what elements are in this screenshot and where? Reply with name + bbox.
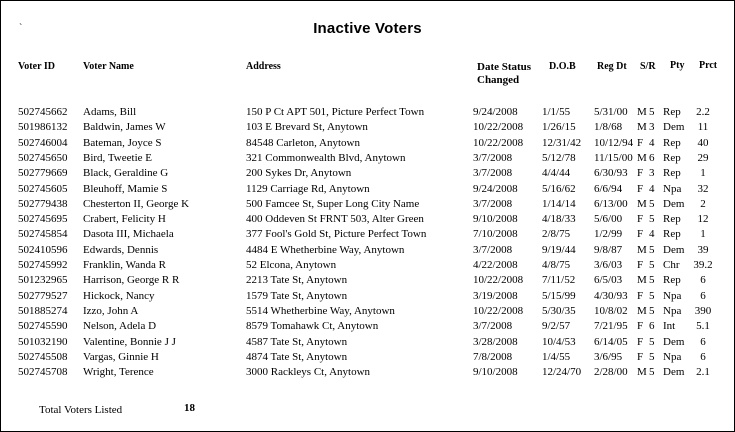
voter-name-cell: Crabert, Felicity H: [83, 213, 166, 226]
sex-cell: F: [637, 182, 644, 195]
reg-date-cell: 7/21/95: [594, 320, 628, 333]
voter-name-cell: Chesterton II, George K: [83, 197, 190, 210]
dob-cell: 10/4/53: [542, 335, 576, 348]
table-row: [1, 289, 734, 304]
table-row: [1, 304, 734, 319]
address-cell: 3000 Rackleys Ct, Anytown: [246, 366, 371, 379]
sex-cell: F: [637, 259, 644, 271]
party-cell: Rep: [663, 167, 681, 180]
status-code-cell: 5: [649, 243, 655, 256]
total-voters-label: Total Voters Listed: [39, 404, 123, 416]
sex-cell: M: [637, 121, 647, 134]
date-status-cell: 10/22/2008: [473, 121, 524, 134]
status-code-cell: 6: [649, 320, 655, 333]
precinct-cell: 6: [700, 289, 706, 302]
voter-name-cell: Valentine, Bonnie J J: [83, 335, 176, 348]
reg-date-cell: 1/2/99: [594, 228, 623, 241]
status-code-cell: 6: [649, 151, 655, 164]
status-code-cell: 5: [649, 335, 655, 348]
date-status-cell: 3/7/2008: [473, 197, 513, 210]
party-cell: Int: [663, 320, 676, 333]
date-status-cell: 3/7/2008: [473, 243, 513, 256]
status-code-cell: 5: [649, 350, 655, 363]
precinct-cell: 2.1: [696, 366, 710, 379]
voter-name-cell: Dasota III, Michaela: [83, 228, 174, 241]
header-date-status: Date Status: [477, 61, 532, 73]
party-cell: Npa: [663, 304, 682, 317]
precinct-cell: 6: [700, 335, 706, 348]
party-cell: Dem: [663, 197, 685, 210]
table-row: [1, 273, 734, 288]
party-cell: Chr: [663, 259, 680, 271]
party-cell: Dem: [663, 243, 685, 256]
sex-cell: F: [637, 136, 644, 149]
voter-id-cell: 502745605: [18, 182, 68, 195]
party-cell: Npa: [663, 182, 682, 195]
sex-cell: M: [637, 304, 647, 317]
address-cell: 200 Sykes Dr, Anytown: [246, 167, 352, 180]
voter-name-cell: Franklin, Wanda R: [83, 259, 166, 271]
reg-date-cell: 5/6/00: [594, 213, 623, 226]
dob-cell: 5/16/62: [542, 182, 576, 195]
header-address: Address: [246, 61, 281, 72]
precinct-cell: 12: [697, 213, 709, 226]
precinct-cell: 2: [700, 197, 706, 210]
sex-cell: F: [637, 289, 644, 302]
reg-date-cell: 6/5/03: [594, 274, 623, 287]
table-row: [1, 212, 734, 227]
table-row: [1, 335, 734, 350]
dob-cell: 2/8/75: [542, 228, 571, 241]
party-cell: Rep: [663, 228, 681, 241]
precinct-cell: 40: [697, 136, 709, 149]
precinct-cell: 32: [697, 182, 709, 195]
voter-id-cell: 502745854: [18, 228, 68, 241]
header-changed: Changed: [477, 74, 520, 86]
precinct-cell: 390: [694, 304, 712, 317]
voter-name-cell: Bleuhoff, Mamie S: [83, 182, 168, 195]
reg-date-cell: 6/14/05: [594, 335, 628, 348]
precinct-cell: 29: [697, 151, 709, 164]
address-cell: 377 Fool's Gold St, Picture Perfect Town: [246, 228, 427, 241]
sex-cell: F: [637, 228, 644, 241]
voter-name-cell: Wright, Terence: [83, 366, 154, 379]
reg-date-cell: 3/6/95: [594, 350, 623, 363]
voter-id-cell: 501032190: [18, 335, 68, 348]
status-code-cell: 3: [649, 121, 655, 134]
precinct-cell: 2.2: [696, 106, 710, 118]
voter-id-cell: 502779438: [18, 197, 68, 210]
date-status-cell: 7/10/2008: [473, 228, 518, 241]
status-code-cell: 5: [649, 366, 655, 379]
date-status-cell: 9/24/2008: [473, 182, 518, 195]
voter-name-cell: Nelson, Adela D: [83, 320, 157, 333]
date-status-cell: 3/19/2008: [473, 289, 518, 302]
table-row: [1, 365, 734, 380]
header-voter-id: Voter ID: [18, 61, 55, 72]
voter-name-cell: Izzo, John A: [83, 304, 139, 317]
voter-id-cell: 502410596: [18, 243, 68, 256]
sex-cell: F: [637, 167, 644, 180]
party-cell: Npa: [663, 289, 682, 302]
table-row: [1, 319, 734, 334]
sex-cell: M: [637, 197, 647, 210]
dob-cell: 1/14/14: [542, 197, 576, 210]
party-cell: Rep: [663, 274, 681, 287]
date-status-cell: 9/10/2008: [473, 366, 518, 379]
report-title: Inactive Voters: [313, 20, 422, 37]
reg-date-cell: 6/13/00: [594, 197, 628, 210]
status-code-cell: 5: [649, 106, 655, 118]
sex-cell: M: [637, 274, 647, 287]
voter-id-cell: 502745650: [18, 151, 68, 164]
table-row: [1, 120, 734, 135]
voter-id-cell: 502779527: [18, 289, 68, 302]
party-cell: Dem: [663, 335, 685, 348]
date-status-cell: 10/22/2008: [473, 274, 524, 287]
voter-id-cell: 502745695: [18, 213, 68, 226]
table-row: [1, 136, 734, 151]
precinct-cell: 11: [697, 121, 709, 134]
status-code-cell: 4: [649, 182, 655, 195]
status-code-cell: 4: [649, 228, 655, 241]
voter-id-cell: 502779669: [18, 167, 68, 180]
precinct-cell: 5.1: [696, 320, 710, 333]
date-status-cell: 10/22/2008: [473, 304, 524, 317]
reg-date-cell: 3/6/03: [594, 259, 623, 271]
table-row: [1, 243, 734, 258]
address-cell: 52 Elcona, Anytown: [246, 259, 337, 271]
status-code-cell: 5: [649, 197, 655, 210]
reg-date-cell: 2/28/00: [594, 366, 628, 379]
reg-date-cell: 11/15/00: [594, 151, 633, 164]
table-row: [1, 166, 734, 181]
address-cell: 8579 Tomahawk Ct, Anytown: [246, 320, 379, 333]
reg-date-cell: 4/30/93: [594, 289, 628, 302]
voter-id-cell: 502745508: [18, 350, 68, 363]
party-cell: Rep: [663, 136, 681, 149]
header-voter-name: Voter Name: [83, 61, 134, 72]
party-cell: Rep: [663, 151, 681, 164]
reg-date-cell: 6/30/93: [594, 167, 628, 180]
party-cell: Dem: [663, 366, 685, 379]
dob-cell: 4/4/44: [542, 167, 571, 180]
date-status-cell: 3/7/2008: [473, 151, 513, 164]
dob-cell: 1/1/55: [542, 106, 571, 118]
header-sr: S/R: [640, 61, 656, 72]
date-status-cell: 7/8/2008: [473, 350, 513, 363]
voter-id-cell: 502745992: [18, 259, 68, 271]
dob-cell: 4/18/33: [542, 213, 576, 226]
table-row: [1, 197, 734, 212]
voter-id-cell: 501885274: [18, 304, 68, 317]
precinct-cell: 1: [700, 228, 706, 241]
precinct-cell: 6: [700, 274, 706, 287]
table-row: [1, 227, 734, 242]
voter-name-cell: Adams, Bill: [83, 106, 137, 118]
date-status-cell: 9/10/2008: [473, 213, 518, 226]
dob-cell: 12/24/70: [542, 366, 582, 379]
party-cell: Dem: [663, 121, 685, 134]
sex-cell: M: [637, 151, 647, 164]
date-status-cell: 3/7/2008: [473, 320, 513, 333]
sex-cell: M: [637, 366, 647, 379]
voter-id-cell: 501986132: [18, 121, 68, 134]
precinct-cell: 6: [700, 350, 706, 363]
reg-date-cell: 6/6/94: [594, 182, 623, 195]
voter-id-cell: 502745662: [18, 106, 68, 118]
dob-cell: 5/15/99: [542, 289, 576, 302]
date-status-cell: 4/22/2008: [473, 259, 518, 271]
date-status-cell: 9/24/2008: [473, 106, 518, 118]
status-code-cell: 5: [649, 304, 655, 317]
table-row: [1, 151, 734, 166]
reg-date-cell: 10/12/94: [594, 136, 633, 149]
precinct-cell: 39.2: [693, 259, 713, 271]
dob-cell: 9/2/57: [542, 320, 571, 333]
voter-name-cell: Bateman, Joyce S: [83, 136, 162, 149]
reg-date-cell: 10/8/02: [594, 304, 628, 317]
address-cell: 1579 Tate St, Anytown: [246, 289, 348, 302]
sex-cell: F: [637, 335, 644, 348]
voter-name-cell: Edwards, Dennis: [83, 243, 159, 256]
party-cell: Rep: [663, 213, 681, 226]
status-code-cell: 5: [649, 213, 655, 226]
report-marker: `: [19, 23, 23, 34]
total-voters-count: 18: [184, 402, 195, 414]
header-pty: Pty: [670, 60, 685, 71]
voter-name-cell: Bird, Tweetie E: [83, 151, 152, 164]
voter-name-cell: Harrison, George R R: [83, 274, 180, 287]
header-prct: Prct: [699, 60, 718, 71]
table-row: [1, 350, 734, 365]
date-status-cell: 10/22/2008: [473, 136, 524, 149]
voter-id-cell: 501232965: [18, 274, 68, 287]
address-cell: 500 Famcee St, Super Long City Name: [246, 197, 420, 210]
table-row: [1, 258, 734, 273]
table-row: [1, 105, 734, 120]
status-code-cell: 4: [649, 136, 655, 149]
voter-id-cell: 502745708: [18, 366, 68, 379]
voter-name-cell: Vargas, Ginnie H: [83, 350, 159, 363]
address-cell: 5514 Whetherbine Way, Anytown: [246, 304, 395, 317]
dob-cell: 9/19/44: [542, 243, 576, 256]
status-code-cell: 3: [649, 167, 655, 180]
header-reg-dt: Reg Dt: [597, 61, 627, 72]
precinct-cell: 39: [697, 243, 709, 256]
dob-cell: 12/31/42: [542, 136, 582, 149]
dob-cell: 7/11/52: [542, 274, 576, 287]
sex-cell: F: [637, 320, 644, 333]
reg-date-cell: 9/8/87: [594, 243, 623, 256]
reg-date-cell: 5/31/00: [594, 106, 628, 118]
dob-cell: 1/26/15: [542, 121, 576, 134]
address-cell: 103 E Brevard St, Anytown: [246, 121, 368, 134]
reg-date-cell: 1/8/68: [594, 121, 623, 134]
voter-name-cell: Black, Geraldine G: [83, 167, 169, 180]
address-cell: 321 Commonwealth Blvd, Anytown: [246, 151, 406, 164]
dob-cell: 1/4/55: [542, 350, 571, 363]
status-code-cell: 5: [649, 289, 655, 302]
address-cell: 2213 Tate St, Anytown: [246, 274, 348, 287]
dob-cell: 5/12/78: [542, 151, 576, 164]
address-cell: 400 Oddeven St FRNT 503, Alter Green: [246, 213, 424, 226]
date-status-cell: 3/28/2008: [473, 335, 518, 348]
status-code-cell: 5: [649, 274, 655, 287]
address-cell: 4874 Tate St, Anytown: [246, 350, 348, 363]
date-status-cell: 3/7/2008: [473, 167, 513, 180]
voter-name-cell: Hickock, Nancy: [83, 289, 155, 302]
voter-id-cell: 502746004: [18, 136, 68, 149]
voter-name-cell: Baldwin, James W: [83, 121, 166, 134]
dob-cell: 5/30/35: [542, 304, 576, 317]
party-cell: Npa: [663, 350, 682, 363]
sex-cell: M: [637, 243, 647, 256]
address-cell: 4587 Tate St, Anytown: [246, 335, 348, 348]
status-code-cell: 5: [649, 259, 655, 271]
header-dob: D.O.B: [549, 61, 576, 72]
voter-id-cell: 502745590: [18, 320, 68, 333]
address-cell: 84548 Carleton, Anytown: [246, 136, 360, 149]
address-cell: 4484 E Whetherbine Way, Anytown: [246, 243, 405, 256]
dob-cell: 4/8/75: [542, 259, 571, 271]
address-cell: 1129 Carriage Rd, Anytown: [246, 182, 370, 195]
address-cell: 150 P Ct APT 501, Picture Perfect Town: [246, 106, 425, 118]
sex-cell: M: [637, 106, 647, 118]
sex-cell: F: [637, 350, 644, 363]
party-cell: Rep: [663, 106, 681, 118]
precinct-cell: 1: [700, 167, 706, 180]
table-row: [1, 182, 734, 197]
sex-cell: F: [637, 213, 644, 226]
